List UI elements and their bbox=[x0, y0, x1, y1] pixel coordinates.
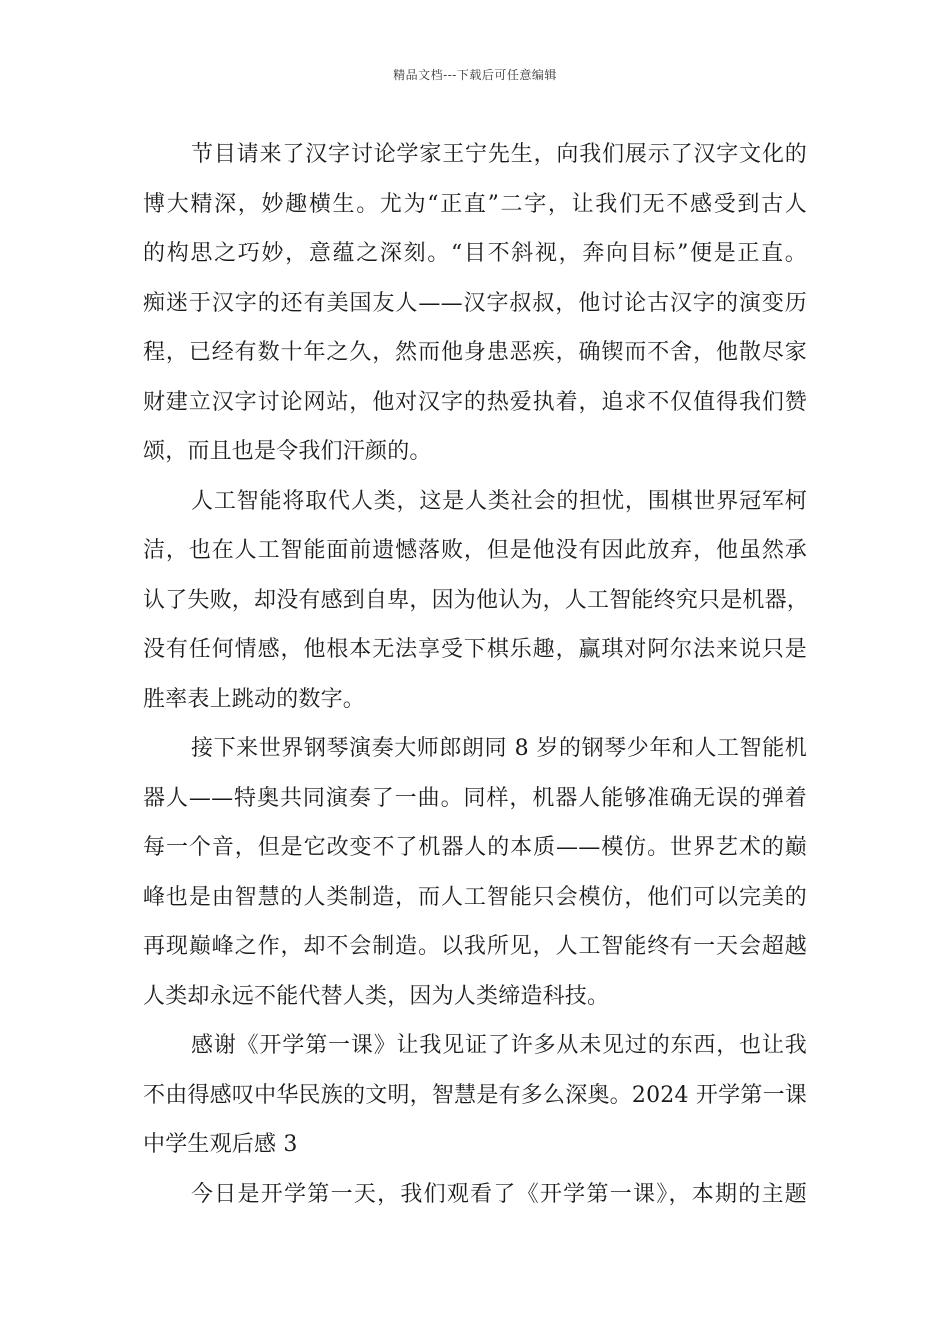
text-line: 洁，也在人工智能面前遗憾落败，但是他没有因此放弃，他虽然承 bbox=[143, 538, 807, 563]
text-line: 认了失败，却没有感到自卑，因为他认为，人工智能终究只是机器， bbox=[143, 587, 810, 613]
page-header: 精品文档---下载后可任意编辑 bbox=[393, 68, 557, 82]
text-line: 程，已经有数十年之久，然而他身患恶疾，确锲而不舍，他散尽家 bbox=[143, 340, 807, 365]
text-line: 人类却永远不能代替人类，因为人类缔造科技。 bbox=[143, 983, 610, 1009]
text-line: 中学生观后感 3 bbox=[143, 1132, 298, 1157]
document-body bbox=[143, 130, 810, 1219]
text-line: 感谢《开学第一课》让我见证了许多从未见过的东西，也让我 bbox=[191, 1033, 807, 1058]
text-line: 博大精深，妙趣横生。尤为“正直”二字，让我们无不感受到古人 bbox=[143, 191, 807, 217]
text-line: 接下来世界钢琴演奏大师郎朗同 8 岁的钢琴少年和人工智能机 bbox=[191, 736, 807, 761]
text-line: 再现巅峰之作，却不会制造。以我所见，人工智能终有一天会超越 bbox=[143, 934, 807, 959]
text-line: 没有任何情感，他根本无法享受下棋乐趣，赢琪对阿尔法来说只是 bbox=[143, 637, 807, 662]
text-line: 不由得感叹中华民族的文明，智慧是有多么深奥。2024 开学第一课 bbox=[143, 1082, 807, 1108]
text-line: 人工智能将取代人类，这是人类社会的担忧，围棋世界冠军柯 bbox=[191, 488, 807, 514]
text-line: 胜率表上跳动的数字。 bbox=[143, 686, 366, 712]
text-line: 峰也是由智慧的人类制造，而人工智能只会模仿，他们可以完美的 bbox=[143, 884, 807, 910]
text-line: 财建立汉字讨论网站，他对汉字的热爱执着，追求不仅值得我们赞 bbox=[143, 389, 807, 415]
text-line: 痴迷于汉字的还有美国友人——汉字叔叔，他讨论古汉字的演变历 bbox=[143, 290, 807, 316]
text-line: 的构思之巧妙，意蕴之深刻。“目不斜视，奔向目标”便是正直。 bbox=[143, 241, 807, 266]
text-line: 今日是开学第一天，我们观看了《开学第一课》，本期的主题 bbox=[191, 1181, 807, 1207]
text-line: 器人——特奥共同演奏了一曲。同样，机器人能够准确无误的弹着 bbox=[143, 785, 807, 811]
text-line: 颂，而且也是令我们汗颜的。 bbox=[143, 439, 432, 464]
text-line: 节目请来了汉字讨论学家王宁先生，向我们展示了汉字文化的 bbox=[191, 142, 807, 167]
text-line: 每一个音，但是它改变不了机器人的本质——模仿。世界艺术的巅 bbox=[143, 835, 807, 860]
